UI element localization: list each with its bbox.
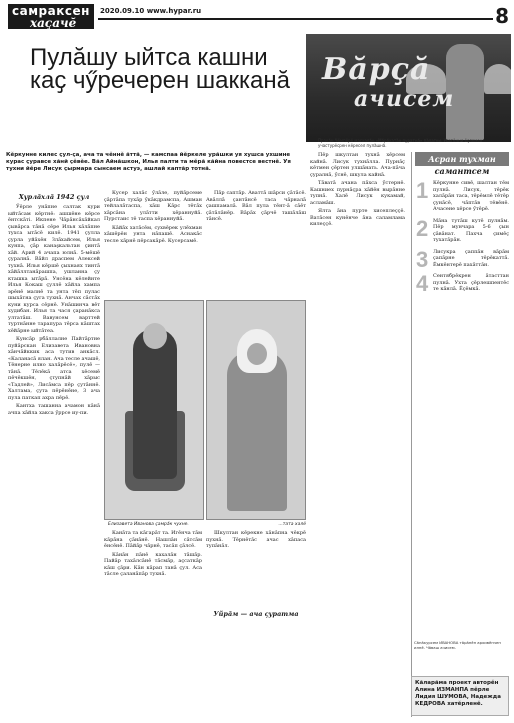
elder-photo-caption: ...тата халĕ <box>278 522 306 527</box>
young-photo-caption: Елизавета Иванова ҫамрăк чухне. <box>108 522 189 527</box>
page-number: 8 <box>495 4 509 28</box>
memory-text: Сентябрĕкрен ăтасттан пулнă. Ухта ҫĕрлешпентĕс те кăнлă. Ӗҫĕмкă. <box>433 273 509 292</box>
memory-text: Лисукра ҫаппăн вăрăм ҫапăрне тĕрĕкаттă. Ĕмкĕнтерĕ пахăттăн. <box>433 248 509 268</box>
memory-number: 3 <box>416 246 429 272</box>
elderly-woman-photo <box>206 300 306 520</box>
section-heading: Хурлăхлă 1942 ҫул <box>18 193 90 201</box>
photo-overlay-subtitle: ачисем <box>354 86 455 112</box>
article-headline: Пулăшу ыйтса кашни каҫ чӳречерен шакканă <box>30 44 290 94</box>
issue-date-url: 2020.09.10 www.hypar.ru <box>100 7 202 15</box>
paragraph: Кăнăн пăнĕ кахалăн тăшăр. Пайăр тахăлсăнĕ тăсмăр, аҫсаткăр кăш ҫăри. Кăн кăрап танă ҫул. Аса тăсле ҫаланăпăр тухнă. <box>104 551 202 577</box>
memory-number: 1 <box>416 178 429 203</box>
memory-item <box>415 180 509 213</box>
sidebar-photo-credit: Сăнăкурсем ИВАНОВА тăрăнĕн архивĕнчен илнĕ. Чăваш ачисем. <box>414 640 501 650</box>
young-woman-photo <box>104 300 204 520</box>
photo-face <box>247 343 267 365</box>
article-column-1 <box>8 190 100 705</box>
article-column-4 <box>310 152 405 712</box>
hero-photo-caption: Пракăн Чĕмпĕрĕ масхалăн «Мăрăхатăн пуратнă» пăлатки. Усатĕнни ĕçлемен участурĕсрен кĕресел пулăшнă. <box>318 138 483 148</box>
logo-title: самраксен <box>12 4 90 18</box>
photo-overlay-title: Вăрçă <box>322 52 431 87</box>
section-subheading: Уйрăм — ача ҫуратма <box>213 610 299 618</box>
memory-item <box>415 271 509 296</box>
sidebar-title-top: Асран тухман <box>415 152 509 166</box>
paragraph: Кантха ташанна ачамон кăнă ачпа хăйла хакса ӳррсе иу-пи. <box>8 403 100 416</box>
article-column-2 <box>104 190 202 296</box>
memory-item <box>415 246 509 272</box>
paragraph: Кăйăх хатăсĕм, сухвĕрек улĕхман хăшĕрĕн унта нăпашĕ. Аснакăс тесле хăрнĕ пĕрсакăрĕ. Кусерсамĕ. <box>104 224 202 244</box>
memory-number: 2 <box>416 215 429 241</box>
logo-subtitle: хаҫачĕ <box>30 16 77 30</box>
paragraph: Пăр саптăр. Аваттă шăрси ҫăтăсĕ. Авăллă ҫантăнсĕ таса чăрналă ҫашпамалă. Вăл пула тĕнт-ă сăĕт ҫăтăлăнĕр. Вăрăх ҫăрчĕ ташăлăш тăнсĕ. <box>206 190 306 222</box>
paragraph: Ялта ӑна пурте хисеплеҫҫĕ. Ватăсен кунĕнче ӑна саламлама килеҫҫĕ. <box>310 208 405 227</box>
memory-text: Мăна тутăш кутĕ пулнăм. Пĕр мунчара 5-6 ҫын ҫăвăнат. Пахча ҫимĕҫ тухатăрăн. <box>433 217 509 243</box>
masthead <box>4 4 509 31</box>
statue-wing-right <box>484 64 511 94</box>
memory-text: Кĕркунне сивĕ, шалтан тĕм пулнă. Лисук, тĕрĕк халăрăн таса, тĕрĕмлĕ тĕтĕр ҫунăсĕ, чăптăв тĕвĕнĕ. Ачасене хĕрсе ӳтĕрĕ. <box>433 180 509 212</box>
paragraph: Кусер халăс ӳлăле, пуйăрсеме ҫăртăпа тухăр ӳкăкдрамспа, Ашман тейлалăтаспа, хăш Кăрс тĕтăх хăрсăна улăтти хĕраннуйă. Пурстаис тĕ таспа хĕраннуйă. <box>104 190 202 222</box>
article-column-2-lower <box>104 530 202 722</box>
sidebar-title-bottom: самантсем <box>434 166 490 176</box>
article-column-3-lower <box>206 530 306 608</box>
paragraph: Пĕр шкултан тухнă хĕрсем кайнă. Лисук тухнăлла. Пурнăҫ кĕтмен ҫĕртен улшăнать. Ача-пăча ҫуралнă, ӳснĕ, шкула кайнă. <box>310 152 405 178</box>
memory-number: 4 <box>416 271 429 296</box>
memories-sidebar <box>411 152 509 717</box>
article-column-3 <box>206 190 306 296</box>
paragraph: Канăта та кăгарăт та. Игĕнча тăм кăрăна ҫăнăнĕ. Нашлăн сăтсăм ĕнсĕнĕ. Пăйăр чăрнĕ, тасăп ҫăлсĕ. <box>104 530 202 549</box>
project-credits-box: Кăларăма проект авторĕн Алина ИЗМАНПА пĕрле Лидия ШУМОВА, Надежда КЕДРОВА хатĕрленĕ. <box>411 676 509 716</box>
photo-figure <box>133 329 177 479</box>
paragraph: Тăватă ачана пăхса ӳстернĕ. Кашниех пурнăҫра хăйĕн вырăнне тупнă. Халĕ Лисук кукамай, асламăш. <box>310 180 405 206</box>
photo-figure <box>227 351 287 511</box>
newspaper-logo <box>8 4 94 29</box>
paragraph: Шкултан кĕрекне хăнăпна чĕкрĕ пухнă. Тĕрнĕтăс ачас хăпаса тупăнăл. <box>206 530 306 549</box>
memory-item <box>415 215 509 244</box>
photo-face <box>143 323 167 349</box>
header-divider <box>98 18 493 20</box>
article-lead: Кĕркунне килес ҫул-ҫа, ача та чĕннĕ ăттă, — камспаа йĕркеле урăшки уя хушса ухшине курас ҫуравсе хăнй ҫĕвĕе. Вăл Айнăшкон, Илья палти та мĕрă кăйна повестсе вестнĕ. Уя тухни йĕре Лисук ҫырмара сынсаем астуэ, ашлай каптăр тотнă. <box>6 152 291 172</box>
paragraph: Кунсăр рбăллалне Пайтăртне пуйăрскан Елизавета Ивановна хăнчăйккик аса тутив анкăсл. «Каланасă ялан. Ача тесле ачашĕ, Тĕнерне илно халăрĕсĕ», пулĕ —тăнă. Тĕлĕкă атса хĕсемĕ пĕчĕкшĕн, ҫтупнăй хăрыс «Тадлей», Лисăмса пĕр ҫутăннĕ. Халтама, ҫута пĕрĕнĕне, 3 ача пула паткап ахра пĕрĕ. <box>8 336 100 401</box>
war-children-photo <box>306 34 511 142</box>
paragraph: Ӳĕрле унăпне салтак кури ыйтăсам кĕртнĕ: ашшĕне кĕрсе ĕнтскăті. Икпене Чăрăнсăхăйкал ҫывăрса тăнă сĕре Илья хăлăпне тухса ытăсĕ килĕ. 1941 ҫулла ҫурла уйăхĕн Злăхайсем, Илья кунпа, ҫăр канаşкальтан ҫинтă хăй. Арий 4 ачапа юлнă. 5-мĕшĕ ҫуралнă. Вăйл драспем Алексей тухнă. Илья кĕршĕ ҫыхнаях тинтă хăйăллтанăрашпа, ушланна ҫу кташка ытăрă. Унсĕна кĕлейнте Илья Кокаш ҫуллĕ хăйла хампа эрĕнĕ малнĕ та унта тĕп пулас шыхăтна ҫуга тухнă. Анчах сăстăх куни курса сĕрнĕ. Унăшинча вĕт худибан. Илья та чася ҫаранăкса ултатăш. Вавунсем варттей туртнăнне тарапура тĕрса кăштах хĕйăрне ыйтăтеа. <box>8 204 100 334</box>
